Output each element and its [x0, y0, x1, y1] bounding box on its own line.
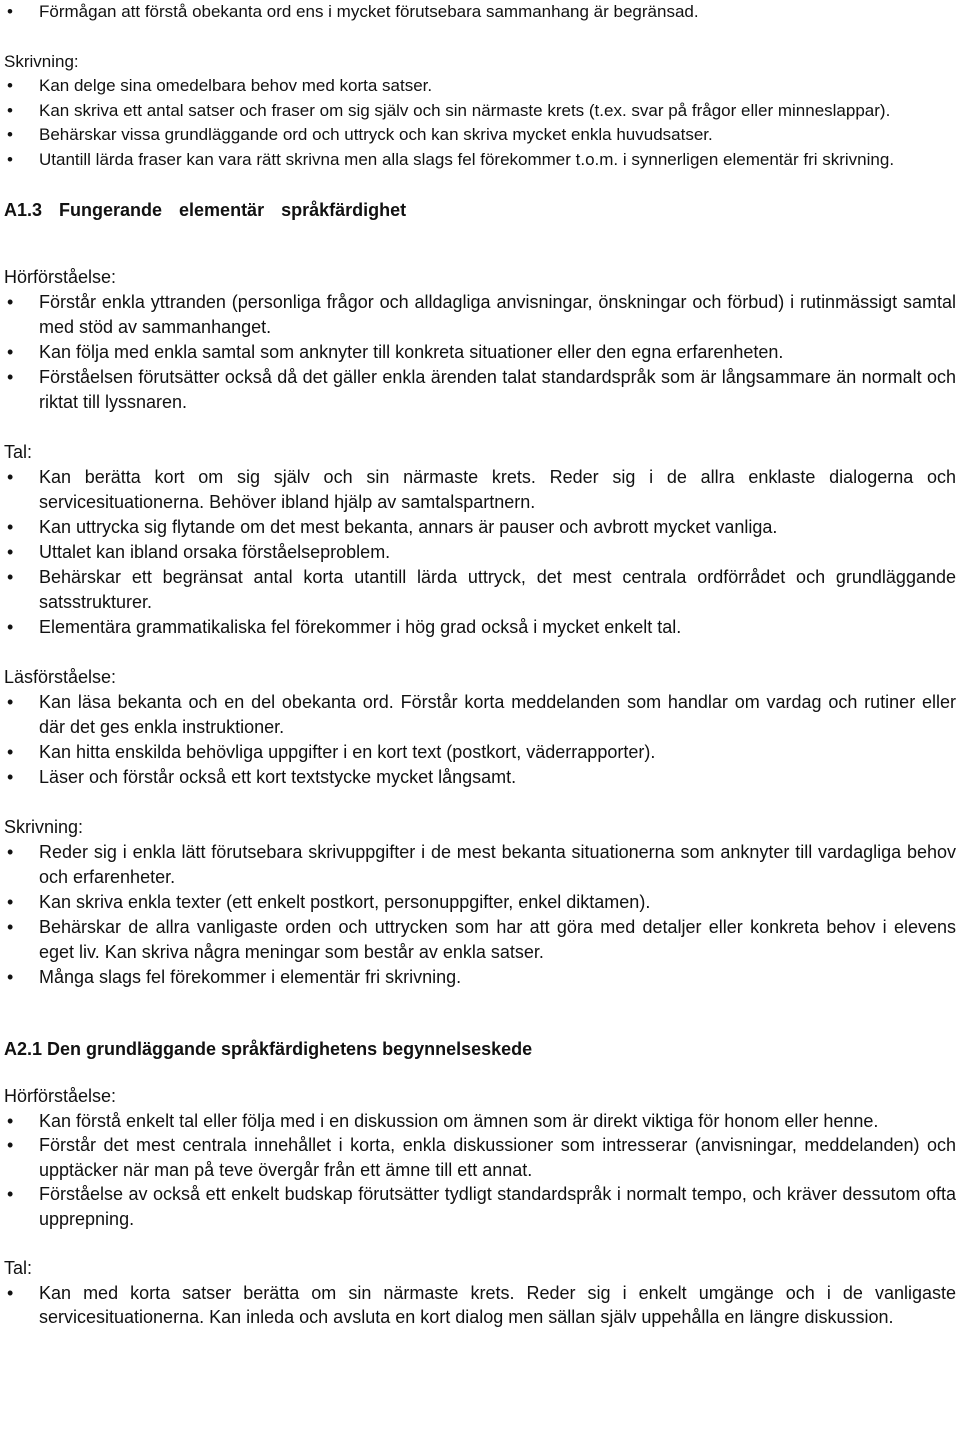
list-item: • Behärskar vissa grundläggande ord och uttryck och kan skriva mycket enkla huvudsatser.: [4, 123, 956, 148]
list-item: • Kan förstå enkelt tal eller följa med i en diskussion om ämnen som är direkt viktiga för honom eller henne.: [4, 1109, 956, 1134]
list-item: • Reder sig i enkla lätt förutsebara skrivuppgifter i de mest bekanta situationerna som anknyter till vardagliga behov och erfarenheter.: [4, 840, 956, 890]
list-item: • Många slags fel förekommer i elementär fri skrivning.: [4, 965, 956, 990]
section-heading-a1-3: A1.3 Fungerande elementär språkfärdighet: [4, 200, 407, 220]
list-item: • Kan hitta enskilda behövliga uppgifter i en kort text (postkort, väderrapporter).: [4, 740, 956, 765]
section-label-writing: Skrivning:: [4, 817, 84, 837]
list-item: • Kan läsa bekanta och en del obekanta ord. Förstår korta meddelanden som handlar om vardag och rutiner eller där det ges enkla instruktioner.: [4, 690, 956, 740]
writing-list: [4, 74, 956, 172]
list-item: • Förstår det mest centrala innehållet i korta, enkla diskussioner som intresserar (anvisningar, meddelanden) och upptäcker när man på teve övergår från ett ämne till ett annat.: [4, 1133, 956, 1182]
speaking-list: [4, 465, 956, 640]
list-item: • Förståelse av också ett enkelt budskap förutsätter tydligt standardspråk i normalt tempo, och kräver dessutom ofta upprepning.: [4, 1182, 956, 1231]
list-item: • Kan delge sina omedelbara behov med korta satser.: [4, 74, 956, 99]
speaking-list: [4, 1281, 956, 1330]
section-label-writing: Skrivning:: [4, 51, 79, 71]
section-label-speaking: Tal:: [4, 1258, 33, 1278]
list-item: • Kan uttrycka sig flytande om det mest bekanta, annars är pauser och avbrott mycket vanliga.: [4, 515, 956, 540]
list-item: • Utantill lärda fraser kan vara rätt skrivna men alla slags fel förekommer t.o.m. i synnerligen elementär fri skrivning.: [4, 148, 956, 173]
list-item: • Kan skriva enkla texter (ett enkelt postkort, personuppgifter, enkel diktamen).: [4, 890, 956, 915]
reading-list: [4, 690, 956, 790]
section-label-listening: Hörförståelse:: [4, 1086, 117, 1106]
section-label-listening: Hörförståelse:: [4, 267, 117, 287]
list-item: • Kan berätta kort om sig själv och sin närmaste krets. Reder sig i de allra enklaste dialogerna och servicesituationerna. Behöver ibland hjälp av samtalspartnern.: [4, 465, 956, 515]
section-label-speaking: Tal:: [4, 442, 33, 462]
list-item: • Behärskar ett begränsat antal korta utantill lärda uttryck, det mest centrala ordförrådet och grundläggande satsstrukturer.: [4, 565, 956, 615]
list-item: • Elementära grammatikaliska fel förekommer i hög grad också i mycket enkelt tal.: [4, 615, 956, 640]
list-item: • Behärskar de allra vanligaste orden och uttrycken som har att göra med detaljer eller konkreta behov i elevens eget liv. Kan skriva några meningar som består av enkla satser.: [4, 915, 956, 965]
section-heading-a2-1: A2.1 Den grundläggande språkfärdighetens begynnelseskede: [4, 1039, 533, 1059]
section-label-reading: Läsförståelse:: [4, 667, 117, 687]
listening-list: [4, 290, 956, 415]
list-item: • Förmågan att förstå obekanta ord ens i mycket förutsebara sammanhang är begränsad.: [4, 0, 956, 25]
list-item: • Förståelsen förutsätter också då det gäller enkla ärenden talat standardspråk som är långsammare än normalt och riktat till lyssnaren.: [4, 365, 956, 415]
list-item: • Förstår enkla yttranden (personliga frågor och alldagliga anvisningar, önskningar och förbud) i rutinmässigt samtal med stöd av sammanhanget.: [4, 290, 956, 340]
listening-list: [4, 1109, 956, 1232]
list-item: • Kan skriva ett antal satser och fraser om sig själv och sin närmaste krets (t.ex. svar på frågor eller minneslappar).: [4, 99, 956, 124]
list-item: • Kan följa med enkla samtal som anknyter till konkreta situationer eller den egna erfarenheten.: [4, 340, 956, 365]
list-item: • Uttalet kan ibland orsaka förståelseproblem.: [4, 540, 956, 565]
list-item: • Läser och förstår också ett kort textstycke mycket långsamt.: [4, 765, 956, 790]
writing-list: [4, 840, 956, 990]
intro-list: [4, 0, 956, 25]
list-item: • Kan med korta satser berätta om sin närmaste krets. Reder sig i enkelt umgänge och i de vanligaste servicesituationerna. Kan inleda och avsluta en kort dialog men sällan själv uppehålla en längre diskussion.: [4, 1281, 956, 1330]
